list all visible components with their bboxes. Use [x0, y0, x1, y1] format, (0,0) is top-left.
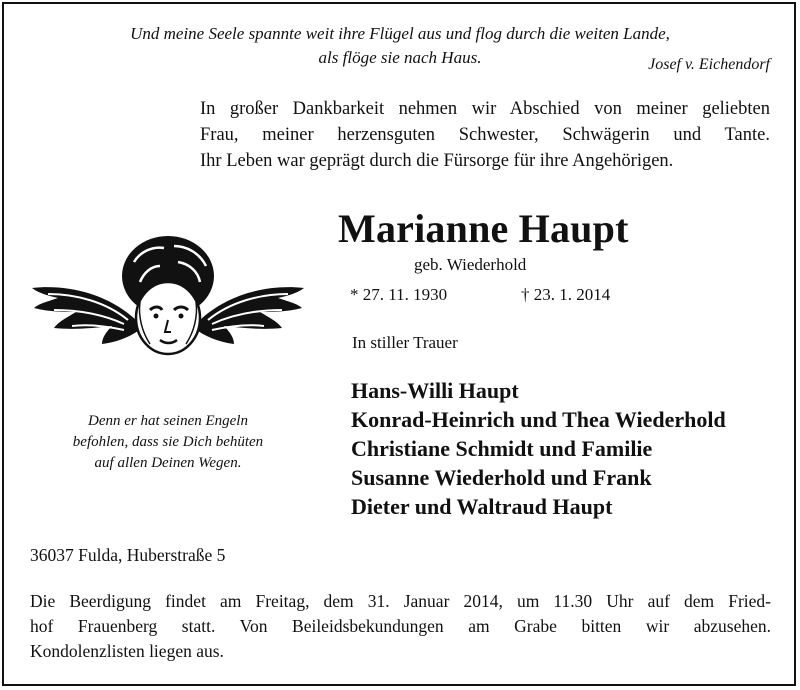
maiden-name: geb. Wiederhold — [414, 255, 527, 274]
funeral-line-3: Kondolenzlisten liegen aus. — [30, 641, 224, 661]
mourners-list — [351, 376, 726, 521]
poem-line-2: als flöge sie nach Haus. — [318, 48, 482, 67]
birth-date: * 27. 11. 1930 — [350, 285, 448, 304]
intro-line-2: Frau, meiner herzensguten Schwester, Schwägerin und Tante. — [200, 125, 770, 145]
poem-line-1: Und meine Seele spannte weit ihre Flügel aus und flog durch die weiten Lande, — [130, 24, 670, 43]
mourner-name: Hans-Willi Haupt — [351, 378, 519, 403]
mourner-name: Christiane Schmidt und Familie — [351, 436, 653, 461]
poem-author: Josef v. Eichendorf — [648, 56, 770, 73]
verse-line-2: befohlen, dass sie Dich behüten — [72, 434, 264, 450]
mourner-name: Konrad-Heinrich und Thea Wiederhold — [351, 407, 726, 432]
cherub-with-wings-icon — [28, 232, 308, 362]
mourner-name: Susanne Wiederhold und Frank — [351, 465, 652, 490]
intro-line-3: Ihr Leben war geprägt durch die Fürsorge für ihre Angehörigen. — [200, 151, 674, 171]
verse-line-3: auf allen Deinen Wegen. — [94, 455, 242, 471]
verse-line-1: Denn er hat seinen Engeln — [88, 413, 248, 429]
funeral-line-1: Die Beerdigung findet am Freitag, dem 31. Januar 2014, um 11.30 Uhr auf dem Fried- — [30, 591, 771, 611]
mourner-name: Dieter und Waltraud Haupt — [351, 494, 613, 519]
bible-verse — [40, 411, 296, 474]
funeral-info — [30, 589, 771, 664]
funeral-line-2: hof Frauenberg statt. Von Beileidsbekundungen am Grabe bitten wir abzusehen. — [30, 616, 771, 636]
deceased-name: Marianne Haupt — [338, 206, 629, 251]
address: 36037 Fulda, Huberstraße 5 — [30, 545, 226, 565]
intro-text — [200, 96, 770, 174]
mourning-text: In stiller Trauer — [352, 333, 458, 352]
death-date: † 23. 1. 2014 — [521, 285, 611, 304]
intro-line-1: In großer Dankbarkeit nehmen wir Abschied von meiner geliebten — [200, 99, 770, 119]
